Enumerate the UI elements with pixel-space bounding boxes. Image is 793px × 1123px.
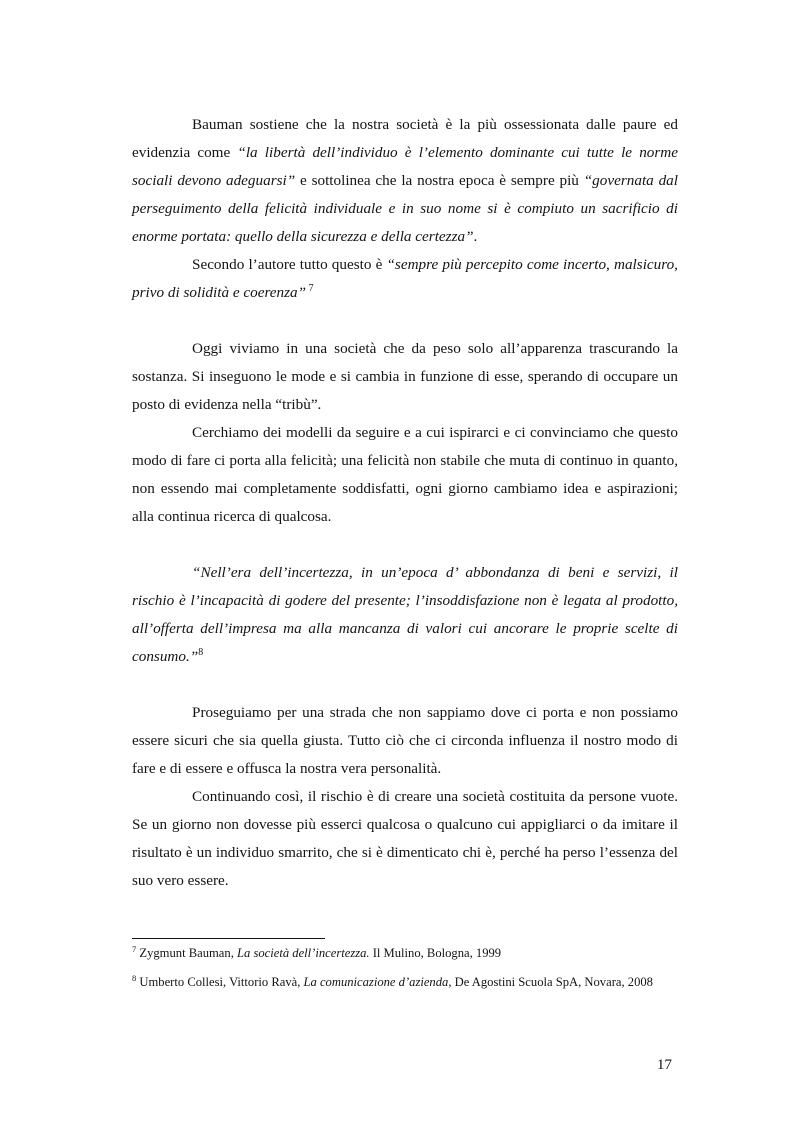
paragraph-gap bbox=[132, 307, 678, 335]
paragraph-autore bbox=[132, 251, 678, 307]
footnote-publisher: Il Mulino, Bologna, 1999 bbox=[369, 946, 502, 960]
paragraph-modelli: Cerchiamo dei modelli da seguire e a cui ispirarci e ci convinciamo che questo modo di fare ci porta alla felicità; una felicità non stabile che muta di continuo in quanto, non essendo mai completamente soddisfatti, ogni giorno cambiamo idea e aspirazioni; alla continua ricerca di qualcosa. bbox=[132, 424, 678, 525]
footnote-ref: 7 bbox=[306, 282, 314, 294]
paragraph-gap bbox=[132, 671, 678, 699]
footnote-title: La comunicazione d’azienda, bbox=[303, 975, 452, 989]
main-text bbox=[132, 111, 678, 895]
paragraph-bauman bbox=[132, 111, 678, 251]
footnote-title: La società dell’incertezza. bbox=[237, 946, 370, 960]
paragraph-text: Secondo l’autore tutto questo è bbox=[192, 256, 387, 273]
paragraph-gap bbox=[132, 531, 678, 559]
paragraph-text: Bauman sostiene che la nostra società è la più ossessionata dalle paure ed evidenzia come bbox=[132, 116, 678, 161]
paragraph-text: e sottolinea che la nostra epoca è sempre più bbox=[295, 172, 584, 189]
footnote-author: Umberto Collesi, Vittorio Ravà, bbox=[136, 975, 304, 989]
footnote-number: 8 bbox=[132, 972, 137, 983]
footnotes bbox=[132, 945, 678, 1003]
footnote-number: 7 bbox=[132, 943, 137, 954]
footnote-7 bbox=[132, 945, 678, 962]
quote-inline: “governata dal perseguimento della felicità individuale e in suo nome si è compiuto un sacrificio di enorme portata: quello della sicurezza e della certezza” bbox=[132, 172, 678, 245]
footnote-8 bbox=[132, 974, 678, 991]
page-number: 17 bbox=[656, 1056, 672, 1073]
footnote-author: Zygmunt Bauman, bbox=[136, 946, 237, 960]
paragraph-apparenza: Oggi viviamo in una società che da peso solo all’apparenza trascurando la sostanza. Si inseguono le mode e si cambia in funzione di esse, sperando di occupare un posto di evidenza nella “tribù”. bbox=[132, 340, 678, 413]
block-quote bbox=[132, 559, 678, 671]
paragraph-text: . bbox=[473, 228, 478, 245]
paragraph-strada: Proseguiamo per una strada che non sappiamo dove ci porta e non possiamo essere sicuri che sia quella giusta. Tutto ciò che ci circonda influenza il nostro modo di fare e di essere e offusca la nostra vera personalità. bbox=[132, 704, 678, 777]
paragraph-continuando: Continuando così, il rischio è di creare una società costituita da persone vuote. Se un giorno non dovesse più esserci qualcosa o qualcuno cui appigliarci o da imitare il risultato è un individuo smarrito, che si è dimenticato chi è, perché ha perso l’essenza del suo vero essere. bbox=[132, 788, 678, 889]
footnote-publisher: De Agostini Scuola SpA, Novara, 2008 bbox=[451, 975, 653, 989]
quote-inline: “la libertà dell’individuo è l’elemento dominante cui tutte le norme sociali devono adeguarsi” bbox=[132, 144, 678, 189]
quote-inline: “sempre più percepito come incerto, malsicuro, privo di solidità e coerenza” bbox=[132, 256, 678, 301]
footnote-divider bbox=[132, 938, 325, 939]
quote-text: “Nell’era dell’incertezza, in un’epoca d’ abbondanza di beni e servizi, il rischio è l’incapacità di godere del presente; l’insoddisfazione non è legata al prodotto, all’offerta dell’impresa ma alla mancanza di valori cui ancorare le proprie scelte di consumo.” bbox=[132, 564, 678, 665]
footnote-ref: 8 bbox=[198, 646, 204, 658]
